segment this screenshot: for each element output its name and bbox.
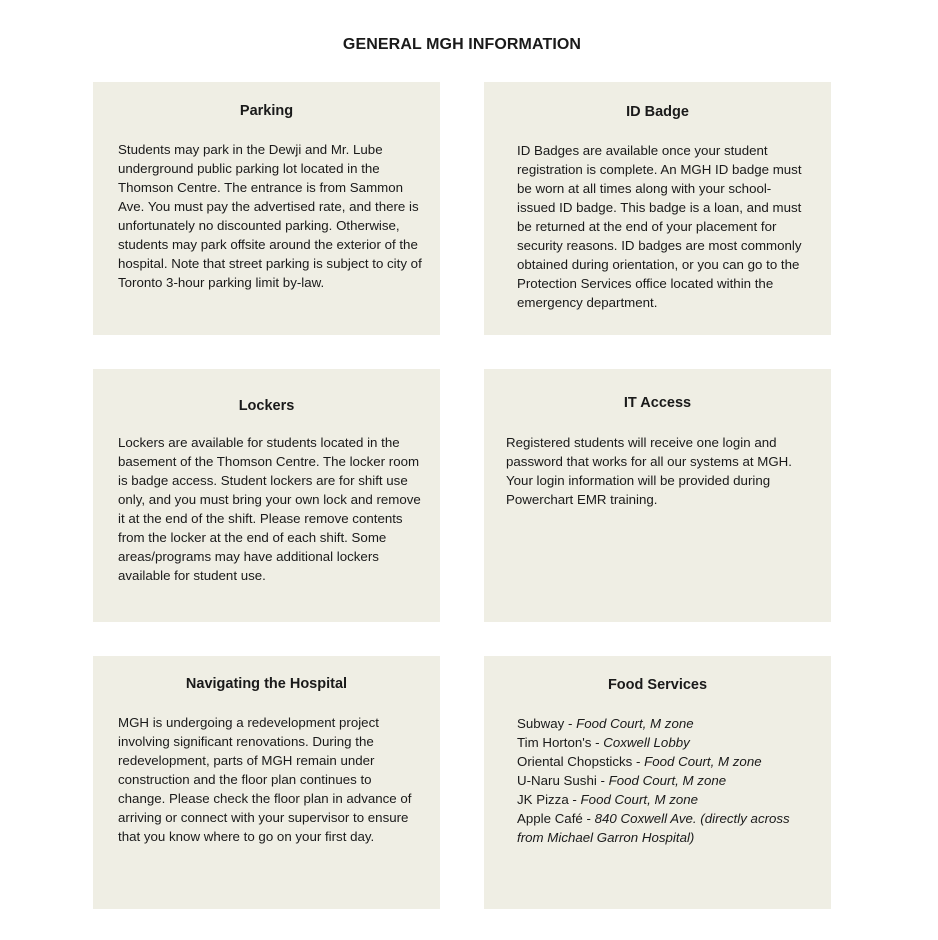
parking-text: Students may park in the Dewji and Mr. Lube underground public parking lot located in the Thomson Centre. The entrance is from Sammon Ave. You must pay the advertised rate, and there is unfortunately no discounted parking. Otherwise, students may park offsite around the exterior of the hospital. Note that street parking is subject to city of Toronto 3-hour parking limit by-law. xyxy=(118,142,422,290)
id-badge-card xyxy=(484,82,831,335)
food-services-card xyxy=(484,656,831,909)
parking-card xyxy=(93,82,440,335)
list-item: JK Pizza - Food Court, M zone xyxy=(517,792,699,807)
lockers-heading: Lockers xyxy=(238,398,295,414)
navigating-heading: Navigating the Hospital xyxy=(185,676,348,692)
id-badge-text: ID Badges are available once your student registration is complete. An MGH ID badge must be worn at all times along with your school-issued ID badge. This badge is a loan, and must be returned at the end of your placement for security reasons. ID badges are most commonly obtained during orientation, or you can go to the Protection Services office located within the emergency department. xyxy=(517,143,802,310)
navigating-card xyxy=(93,656,440,909)
list-item: Apple Café - 840 Coxwell Ave. (directly across from Michael Garron Hospital) xyxy=(517,811,790,845)
list-item: Subway - Food Court, M zone xyxy=(517,716,694,731)
parking-heading: Parking xyxy=(239,103,294,119)
food-services-list xyxy=(517,714,817,847)
lockers-card xyxy=(93,369,440,622)
it-access-heading: IT Access xyxy=(623,395,692,411)
navigating-text: MGH is undergoing a redevelopment project involving significant renovations. During the redevelopment, parts of MGH remain under construction and the floor plan continues to change. Please check the floor plan in advance of arriving or connect with your supervisor to ensure that you know where to go on your first day. xyxy=(118,715,412,844)
food-services-list-wrap xyxy=(517,714,817,847)
page-title: GENERAL MGH INFORMATION xyxy=(342,36,582,53)
food-services-heading: Food Services xyxy=(607,677,708,693)
id-badge-heading: ID Badge xyxy=(626,104,689,120)
list-item: U-Naru Sushi - Food Court, M zone xyxy=(517,773,727,788)
list-item: Oriental Chopsticks - Food Court, M zone xyxy=(517,754,762,769)
lockers-text: Lockers are available for students located in the basement of the Thomson Centre. The locker room is badge access. Student lockers are for shift use only, and you must bring your own lock and remove it at the end of the shift. Please remove contents from the locker at the end of each shift. Some areas/programs may have additional lockers available for student use. xyxy=(118,435,421,583)
list-item: Tim Horton's - Coxwell Lobby xyxy=(517,735,690,750)
it-access-text: Registered students will receive one login and password that works for all our systems at MGH. Your login information will be provided during Powerchart EMR training. xyxy=(506,435,792,507)
it-access-card xyxy=(484,369,831,622)
